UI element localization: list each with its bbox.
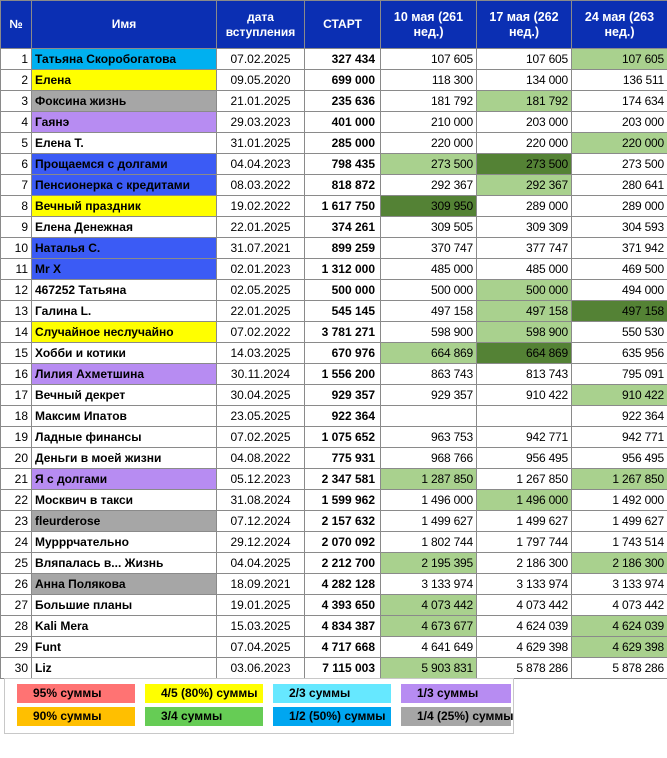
legend-item: 4/5 (80%) суммы [145,684,263,703]
start-amount: 401 000 [305,112,381,133]
row-number: 19 [1,427,32,448]
amount-week-262: 292 367 [477,175,572,196]
start-amount: 4 834 387 [305,616,381,637]
start-amount: 235 636 [305,91,381,112]
table-body [1,49,667,679]
row-number: 22 [1,490,32,511]
join-date: 19.02.2022 [217,196,305,217]
amount-week-261: 598 900 [381,322,477,343]
member-name: Mr X [32,259,217,280]
join-date: 07.02.2025 [217,49,305,70]
start-amount: 1 599 962 [305,490,381,511]
start-amount: 2 347 581 [305,469,381,490]
header-row [1,1,667,49]
amount-week-263: 136 511 [572,70,667,91]
table-row [1,196,667,217]
amount-week-262: 497 158 [477,301,572,322]
member-name: Наталья С. [32,238,217,259]
row-number: 29 [1,637,32,658]
member-name: Гаянэ [32,112,217,133]
amount-week-263: 1 267 850 [572,469,667,490]
table-row [1,280,667,301]
table-row [1,70,667,91]
join-date: 05.12.2023 [217,469,305,490]
amount-week-263: 635 956 [572,343,667,364]
amount-week-262: 1 496 000 [477,490,572,511]
amount-week-263: 469 500 [572,259,667,280]
start-amount: 327 434 [305,49,381,70]
table-row [1,343,667,364]
join-date: 22.01.2025 [217,217,305,238]
amount-week-263: 304 593 [572,217,667,238]
row-number: 24 [1,532,32,553]
amount-week-263: 1 743 514 [572,532,667,553]
legend-item: 3/4 суммы [145,707,263,726]
join-date: 22.01.2025 [217,301,305,322]
join-date: 07.12.2024 [217,511,305,532]
join-date: 02.01.2023 [217,259,305,280]
join-date: 30.04.2025 [217,385,305,406]
table-row [1,532,667,553]
member-name: Елена [32,70,217,91]
join-date: 31.01.2025 [217,133,305,154]
row-number: 18 [1,406,32,427]
table-row [1,553,667,574]
join-date: 04.04.2025 [217,553,305,574]
amount-week-263: 2 186 300 [572,553,667,574]
member-name: Лилия Ахметшина [32,364,217,385]
start-amount: 4 393 650 [305,595,381,616]
amount-week-261: 309 950 [381,196,477,217]
start-amount: 374 261 [305,217,381,238]
start-amount: 929 357 [305,385,381,406]
amount-week-263: 4 073 442 [572,595,667,616]
amount-week-262: 500 000 [477,280,572,301]
row-number: 11 [1,259,32,280]
amount-week-261: 963 753 [381,427,477,448]
legend-item: 1/3 суммы [401,684,511,703]
amount-week-261: 118 300 [381,70,477,91]
amount-week-262: 203 000 [477,112,572,133]
start-amount: 775 931 [305,448,381,469]
amount-week-262: 309 309 [477,217,572,238]
table-row [1,91,667,112]
table-row [1,427,667,448]
join-date: 07.02.2025 [217,427,305,448]
header-week-261: 10 мая (261 нед.) [381,1,477,49]
row-number: 1 [1,49,32,70]
amount-week-261: 3 133 974 [381,574,477,595]
amount-week-263: 497 158 [572,301,667,322]
row-number: 5 [1,133,32,154]
amount-week-263: 107 605 [572,49,667,70]
amount-week-263: 1 492 000 [572,490,667,511]
header-name: Имя [32,1,217,49]
amount-week-261: 664 869 [381,343,477,364]
start-amount: 285 000 [305,133,381,154]
legend-item: 2/3 суммы [273,684,391,703]
join-date: 29.03.2023 [217,112,305,133]
amount-week-261: 309 505 [381,217,477,238]
start-amount: 545 145 [305,301,381,322]
amount-week-263: 956 495 [572,448,667,469]
amount-week-262: 1 797 744 [477,532,572,553]
join-date: 30.11.2024 [217,364,305,385]
amount-week-263: 280 641 [572,175,667,196]
amount-week-263: 550 530 [572,322,667,343]
amount-week-263: 289 000 [572,196,667,217]
amount-week-262: 181 792 [477,91,572,112]
member-name: Большие планы [32,595,217,616]
amount-week-262: 220 000 [477,133,572,154]
table-row [1,574,667,595]
member-name: Хобби и котики [32,343,217,364]
start-amount: 2 212 700 [305,553,381,574]
join-date: 19.01.2025 [217,595,305,616]
amount-week-261: 4 073 442 [381,595,477,616]
amount-week-261: 1 499 627 [381,511,477,532]
legend-item: 90% суммы [17,707,135,726]
row-number: 13 [1,301,32,322]
row-number: 15 [1,343,32,364]
amount-week-262 [477,406,572,427]
row-number: 16 [1,364,32,385]
amount-week-261: 500 000 [381,280,477,301]
row-number: 3 [1,91,32,112]
join-date: 31.07.2021 [217,238,305,259]
amount-week-261: 1 287 850 [381,469,477,490]
amount-week-261: 181 792 [381,91,477,112]
member-name: Елена Т. [32,133,217,154]
amount-week-261: 1 496 000 [381,490,477,511]
start-amount: 1 312 000 [305,259,381,280]
join-date: 21.01.2025 [217,91,305,112]
row-number: 28 [1,616,32,637]
amount-week-262: 813 743 [477,364,572,385]
row-number: 10 [1,238,32,259]
member-name: Татьяна Скоробогатова [32,49,217,70]
row-number: 30 [1,658,32,679]
start-amount: 2 157 632 [305,511,381,532]
table-row [1,469,667,490]
start-amount: 899 259 [305,238,381,259]
amount-week-261: 273 500 [381,154,477,175]
start-amount: 1 075 652 [305,427,381,448]
amount-week-262: 4 073 442 [477,595,572,616]
table-row [1,322,667,343]
amount-week-262: 107 605 [477,49,572,70]
member-name: Москвич в такси [32,490,217,511]
row-number: 6 [1,154,32,175]
row-number: 23 [1,511,32,532]
amount-week-261: 863 743 [381,364,477,385]
join-date: 07.04.2025 [217,637,305,658]
amount-week-263: 371 942 [572,238,667,259]
table-row [1,448,667,469]
start-amount: 3 781 271 [305,322,381,343]
row-number: 26 [1,574,32,595]
row-number: 20 [1,448,32,469]
member-name: Мурррчательно [32,532,217,553]
table-row [1,658,667,679]
start-amount: 818 872 [305,175,381,196]
amount-week-263: 3 133 974 [572,574,667,595]
member-name: Вляпалась в... Жизнь [32,553,217,574]
member-name: Funt [32,637,217,658]
start-amount: 4 717 668 [305,637,381,658]
header-date: дата вступления [217,1,305,49]
join-date: 23.05.2025 [217,406,305,427]
header-start: СТАРТ [305,1,381,49]
member-name: Галина L. [32,301,217,322]
legend-item: 1/4 (25%) суммы [401,707,511,726]
amount-week-263: 1 499 627 [572,511,667,532]
amount-week-261: 292 367 [381,175,477,196]
header-week-262: 17 мая (262 нед.) [477,1,572,49]
join-date: 09.05.2020 [217,70,305,91]
join-date: 08.03.2022 [217,175,305,196]
row-number: 25 [1,553,32,574]
join-date: 14.03.2025 [217,343,305,364]
header-week-263: 24 мая (263 нед.) [572,1,667,49]
join-date: 04.08.2022 [217,448,305,469]
header-num: № [1,1,32,49]
amount-week-262: 1 267 850 [477,469,572,490]
member-name: Пенсионерка с кредитами [32,175,217,196]
amount-week-262: 273 500 [477,154,572,175]
table-row [1,385,667,406]
amount-week-263: 795 091 [572,364,667,385]
start-amount: 2 070 092 [305,532,381,553]
member-name: Случайное неслучайно [32,322,217,343]
start-amount: 670 976 [305,343,381,364]
row-number: 14 [1,322,32,343]
row-number: 27 [1,595,32,616]
table-row [1,301,667,322]
amount-week-262: 5 878 286 [477,658,572,679]
amount-week-262: 377 747 [477,238,572,259]
start-amount: 1 617 750 [305,196,381,217]
row-number: 12 [1,280,32,301]
member-name: Liz [32,658,217,679]
join-date: 03.06.2023 [217,658,305,679]
amount-week-262: 4 629 398 [477,637,572,658]
table-row [1,616,667,637]
amount-week-261: 210 000 [381,112,477,133]
join-date: 31.08.2024 [217,490,305,511]
amount-week-262: 485 000 [477,259,572,280]
amount-week-262: 910 422 [477,385,572,406]
member-name: Фоксина жизнь [32,91,217,112]
amount-week-261 [381,406,477,427]
start-amount: 922 364 [305,406,381,427]
amount-week-263: 4 629 398 [572,637,667,658]
table-row [1,217,667,238]
table-row [1,637,667,658]
amount-week-261: 220 000 [381,133,477,154]
member-name: Елена Денежная [32,217,217,238]
member-name: Максим Ипатов [32,406,217,427]
table-row [1,490,667,511]
amount-week-262: 3 133 974 [477,574,572,595]
amount-week-262: 942 771 [477,427,572,448]
join-date: 02.05.2025 [217,280,305,301]
amount-week-261: 4 673 677 [381,616,477,637]
amount-week-263: 220 000 [572,133,667,154]
row-number: 17 [1,385,32,406]
amount-week-262: 956 495 [477,448,572,469]
member-name: fleurderose [32,511,217,532]
amount-week-263: 273 500 [572,154,667,175]
amount-week-263: 203 000 [572,112,667,133]
start-amount: 798 435 [305,154,381,175]
legend-item: 1/2 (50%) суммы [273,707,391,726]
member-name: Вечный праздник [32,196,217,217]
amount-week-262: 598 900 [477,322,572,343]
start-amount: 500 000 [305,280,381,301]
join-date: 18.09.2021 [217,574,305,595]
amount-week-261: 370 747 [381,238,477,259]
table-row [1,259,667,280]
amount-week-262: 134 000 [477,70,572,91]
row-number: 7 [1,175,32,196]
amount-week-261: 107 605 [381,49,477,70]
start-amount: 7 115 003 [305,658,381,679]
amount-week-263: 922 364 [572,406,667,427]
amount-week-261: 929 357 [381,385,477,406]
amount-week-262: 4 624 039 [477,616,572,637]
amount-week-263: 494 000 [572,280,667,301]
join-date: 29.12.2024 [217,532,305,553]
amount-week-261: 485 000 [381,259,477,280]
row-number: 2 [1,70,32,91]
table-row [1,511,667,532]
table-row [1,49,667,70]
amount-week-263: 174 634 [572,91,667,112]
member-name: Я с долгами [32,469,217,490]
join-date: 15.03.2025 [217,616,305,637]
row-number: 4 [1,112,32,133]
member-name: Прощаемся с долгами [32,154,217,175]
join-date: 04.04.2023 [217,154,305,175]
table-row [1,238,667,259]
member-name: Kali Mera [32,616,217,637]
color-legend [4,678,514,734]
table-row [1,364,667,385]
start-amount: 1 556 200 [305,364,381,385]
amount-week-263: 910 422 [572,385,667,406]
amount-week-263: 5 878 286 [572,658,667,679]
amount-week-262: 664 869 [477,343,572,364]
start-amount: 699 000 [305,70,381,91]
table-row [1,406,667,427]
table-row [1,133,667,154]
amount-week-261: 5 903 831 [381,658,477,679]
amount-week-262: 2 186 300 [477,553,572,574]
member-name: Анна Полякова [32,574,217,595]
start-amount: 4 282 128 [305,574,381,595]
amount-week-263: 4 624 039 [572,616,667,637]
amount-week-261: 2 195 395 [381,553,477,574]
row-number: 21 [1,469,32,490]
table-row [1,595,667,616]
amount-week-262: 1 499 627 [477,511,572,532]
table-row [1,112,667,133]
amount-week-262: 289 000 [477,196,572,217]
amount-week-261: 968 766 [381,448,477,469]
member-name: Деньги в моей жизни [32,448,217,469]
amount-week-261: 497 158 [381,301,477,322]
member-name: Ладные финансы [32,427,217,448]
row-number: 9 [1,217,32,238]
member-name: Вечный декрет [32,385,217,406]
table-row [1,154,667,175]
member-name: 467252 Татьяна [32,280,217,301]
table-row [1,175,667,196]
amount-week-261: 4 641 649 [381,637,477,658]
amount-week-263: 942 771 [572,427,667,448]
amount-week-261: 1 802 744 [381,532,477,553]
row-number: 8 [1,196,32,217]
legend-item: 95% суммы [17,684,135,703]
join-date: 07.02.2022 [217,322,305,343]
